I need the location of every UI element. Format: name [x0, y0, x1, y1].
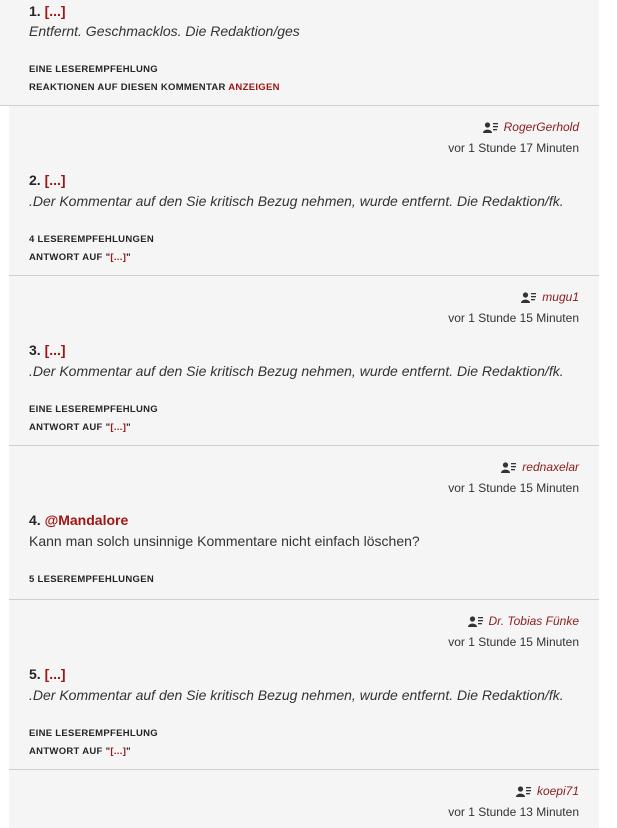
user-profile-icon: [516, 786, 531, 797]
comment-number: 4.: [29, 512, 41, 528]
author-name[interactable]: mugu1: [542, 290, 579, 304]
comment-6: [9, 770, 599, 828]
author-name[interactable]: RogerGerhold: [503, 120, 579, 134]
comment-title: [29, 172, 66, 188]
reply-label: ANTWORT AUF ": [29, 422, 111, 433]
comment-body: .Der Kommentar auf den Sie kritisch Bezug nehmen, wurde entfernt. Die Redaktion/fk.: [29, 687, 564, 703]
show-reactions-link[interactable]: ANZEIGEN: [228, 82, 280, 93]
comment-title: [29, 512, 128, 528]
author-line: [483, 120, 579, 134]
user-profile-icon: [483, 122, 498, 133]
comment-body: .Der Kommentar auf den Sie kritisch Bezug nehmen, wurde entfernt. Die Redaktion/fk.: [29, 193, 564, 209]
author-name[interactable]: rednaxelar: [522, 460, 579, 474]
reply-label: ANTWORT AUF ": [29, 252, 111, 263]
comment-body: Kann man solch unsinnige Kommentare nicht einfach löschen?: [29, 533, 420, 549]
comment-timestamp[interactable]: vor 1 Stunde 15 Minuten: [448, 311, 579, 325]
reply-quote-close: ": [126, 746, 131, 757]
comment-timestamp[interactable]: vor 1 Stunde 13 Minuten: [448, 805, 579, 819]
comment-number: 5.: [29, 666, 41, 682]
comment-title: [29, 342, 66, 358]
comment-title-link[interactable]: [...]: [44, 666, 66, 682]
author-line: [468, 614, 580, 628]
comment-number: 1.: [29, 3, 41, 19]
comment-title-link[interactable]: [...]: [44, 172, 66, 188]
user-profile-icon: [468, 616, 483, 627]
recommendation-count[interactable]: EINE LESEREMPFEHLUNG: [29, 728, 158, 739]
reply-to-line: [29, 422, 131, 433]
comment-4: [9, 446, 599, 600]
comment-title: [29, 666, 66, 682]
user-profile-icon: [521, 292, 536, 303]
reply-target-link[interactable]: [...]: [110, 422, 127, 433]
reactions-line: [29, 82, 280, 93]
reply-label: ANTWORT AUF ": [29, 746, 111, 757]
reply-target-link[interactable]: [...]: [110, 252, 127, 263]
author-name[interactable]: Dr. Tobias Fünke: [488, 614, 579, 628]
user-profile-icon: [501, 462, 516, 473]
comment-body: Entfernt. Geschmacklos. Die Redaktion/ges: [29, 23, 300, 39]
comment-title-link[interactable]: [...]: [44, 3, 66, 19]
author-line: [501, 460, 579, 474]
reply-target-link[interactable]: [...]: [110, 746, 127, 757]
author-line: [516, 784, 579, 798]
reply-quote-close: ": [126, 422, 131, 433]
comment-1: [0, 0, 599, 106]
comment-5: [9, 600, 599, 770]
recommendation-count[interactable]: EINE LESEREMPFEHLUNG: [29, 404, 158, 415]
comment-timestamp[interactable]: vor 1 Stunde 15 Minuten: [448, 635, 579, 649]
comment-timestamp[interactable]: vor 1 Stunde 17 Minuten: [448, 141, 579, 155]
comment-body: .Der Kommentar auf den Sie kritisch Bezug nehmen, wurde entfernt. Die Redaktion/fk.: [29, 363, 564, 379]
recommendation-count[interactable]: 5 LESEREMPFEHLUNGEN: [29, 574, 154, 585]
comment-3: [9, 276, 599, 446]
reply-to-line: [29, 252, 131, 263]
comment-title-link[interactable]: @Mandalore: [44, 512, 129, 528]
recommendation-count[interactable]: EINE LESEREMPFEHLUNG: [29, 64, 158, 75]
author-name[interactable]: koepi71: [536, 784, 579, 798]
comment-timestamp[interactable]: vor 1 Stunde 15 Minuten: [448, 481, 579, 495]
comment-number: 2.: [29, 172, 41, 188]
recommendation-count[interactable]: 4 LESEREMPFEHLUNGEN: [29, 234, 154, 245]
reply-to-line: [29, 746, 131, 757]
reply-quote-close: ": [126, 252, 131, 263]
reactions-label: REAKTIONEN AUF DIESEN KOMMENTAR: [29, 82, 226, 93]
comment-title-link[interactable]: [...]: [44, 342, 66, 358]
comment-number: 3.: [29, 342, 41, 358]
comment-title: [29, 3, 66, 19]
author-line: [521, 290, 579, 304]
comment-2: [9, 106, 599, 276]
